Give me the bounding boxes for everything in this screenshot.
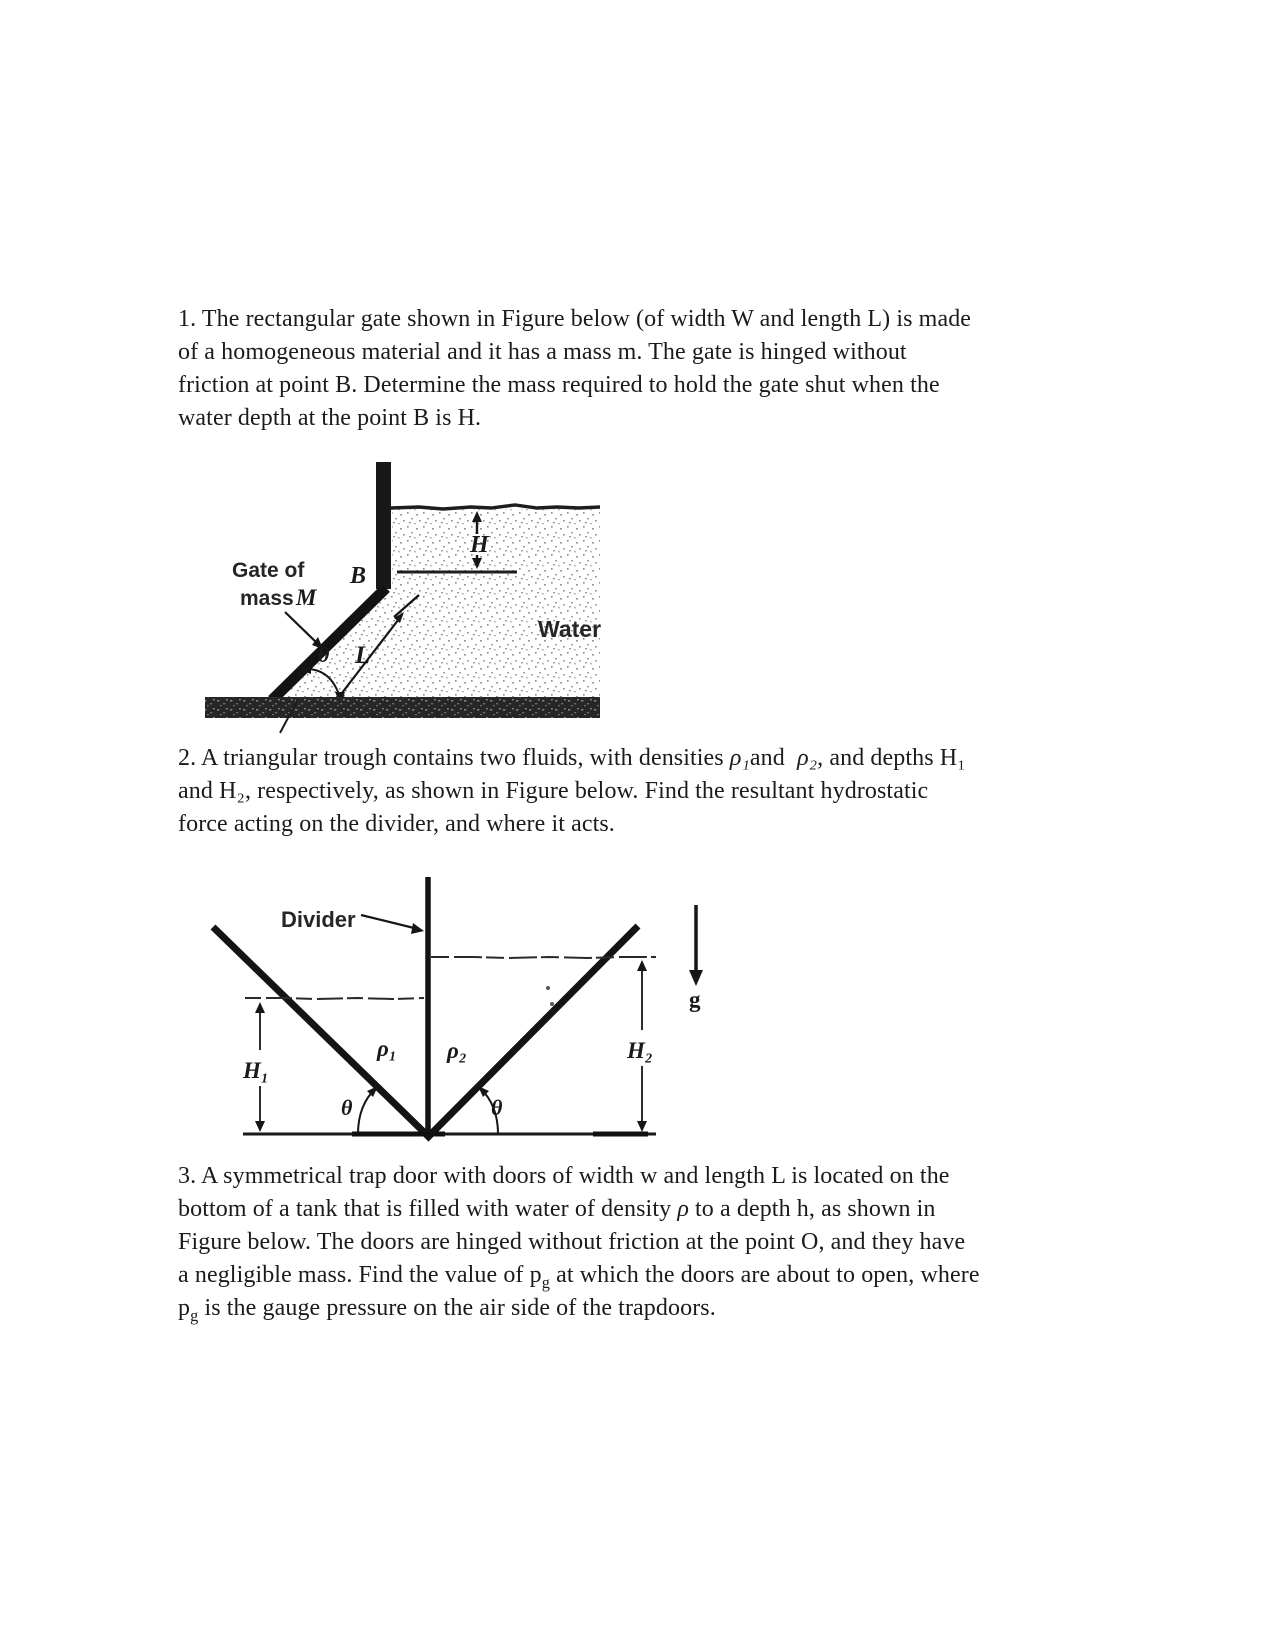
paragraph-line: 2. A triangular trough contains two fluids, with densities ρ₁and ρ₂, and depths H₁ [178, 745, 966, 771]
divider-callout-arrow [361, 915, 424, 934]
paragraph-line: bottom of a tank that is filled with water of density ρ to a depth h, as shown in [178, 1196, 936, 1222]
problem-1-text [178, 303, 971, 435]
gravity-label: g [689, 987, 701, 1012]
paragraph-line: 3. A symmetrical trap door with doors of width w and length L is located on the [178, 1163, 950, 1189]
h2-label: H₂ [627, 1038, 653, 1063]
water-surface-line [391, 505, 600, 509]
theta-left-arc [358, 1086, 378, 1134]
theta-label: θ [318, 642, 330, 667]
problem-2-text [178, 742, 966, 841]
depth-h-label: H [470, 532, 489, 558]
scan-dot [550, 1002, 554, 1006]
gate-callout-line1: Gate of [232, 559, 305, 582]
paragraph-line: Figure below. The doors are hinged without friction at the point O, and they have [178, 1229, 966, 1255]
length-l-label: L [355, 642, 371, 669]
water-label: Water [538, 616, 602, 642]
h1-label: H₁ [243, 1058, 269, 1083]
right-fluid-surface [431, 957, 656, 958]
theta-left-label: θ [341, 1095, 353, 1120]
figure-1-gate-diagram [190, 455, 620, 745]
problem-3-text [178, 1160, 980, 1325]
theta-right-arc [478, 1086, 498, 1134]
scan-dot [546, 986, 550, 990]
theta-right-label: θ [491, 1095, 503, 1120]
divider-label: Divider [281, 907, 356, 932]
figure-2-trough-diagram [195, 868, 725, 1146]
paragraph-line: water depth at the point B is H. [178, 405, 482, 431]
paragraph-line: 1. The rectangular gate shown in Figure below (of width W and length L) is made [178, 306, 972, 332]
ground-strip [205, 697, 600, 733]
rho2-label: ρ₂ [447, 1038, 467, 1063]
rho1-label: ρ₁ [377, 1036, 397, 1061]
trough-left-wall [213, 927, 431, 1139]
water-region [278, 509, 600, 697]
gravity-arrow [689, 905, 703, 986]
paragraph-line: force acting on the divider, and where it acts. [178, 811, 615, 837]
wall-shape [376, 462, 391, 589]
left-fluid-surface [245, 998, 424, 999]
paragraph-line: of a homogeneous material and it has a mass m. The gate is hinged without [178, 339, 907, 365]
paragraph-line: friction at point B. Determine the mass required to hold the gate shut when the [178, 372, 940, 398]
paragraph-line: and H₂, respectively, as shown in Figure below. Find the resultant hydrostatic [178, 778, 929, 804]
gate-callout-line2: mass [240, 587, 294, 610]
gate-mass-m-label: M [296, 585, 317, 610]
point-b-label: B [350, 563, 367, 589]
paragraph-line: a negligible mass. Find the value of $p_g$ at which the doors are about to open, where [178, 1262, 980, 1292]
paragraph-line: $p_g$ is the gauge pressure on the air side of the trapdoors. [178, 1295, 716, 1325]
figure-2-svg [195, 868, 725, 1146]
figure-1-svg [190, 455, 620, 745]
